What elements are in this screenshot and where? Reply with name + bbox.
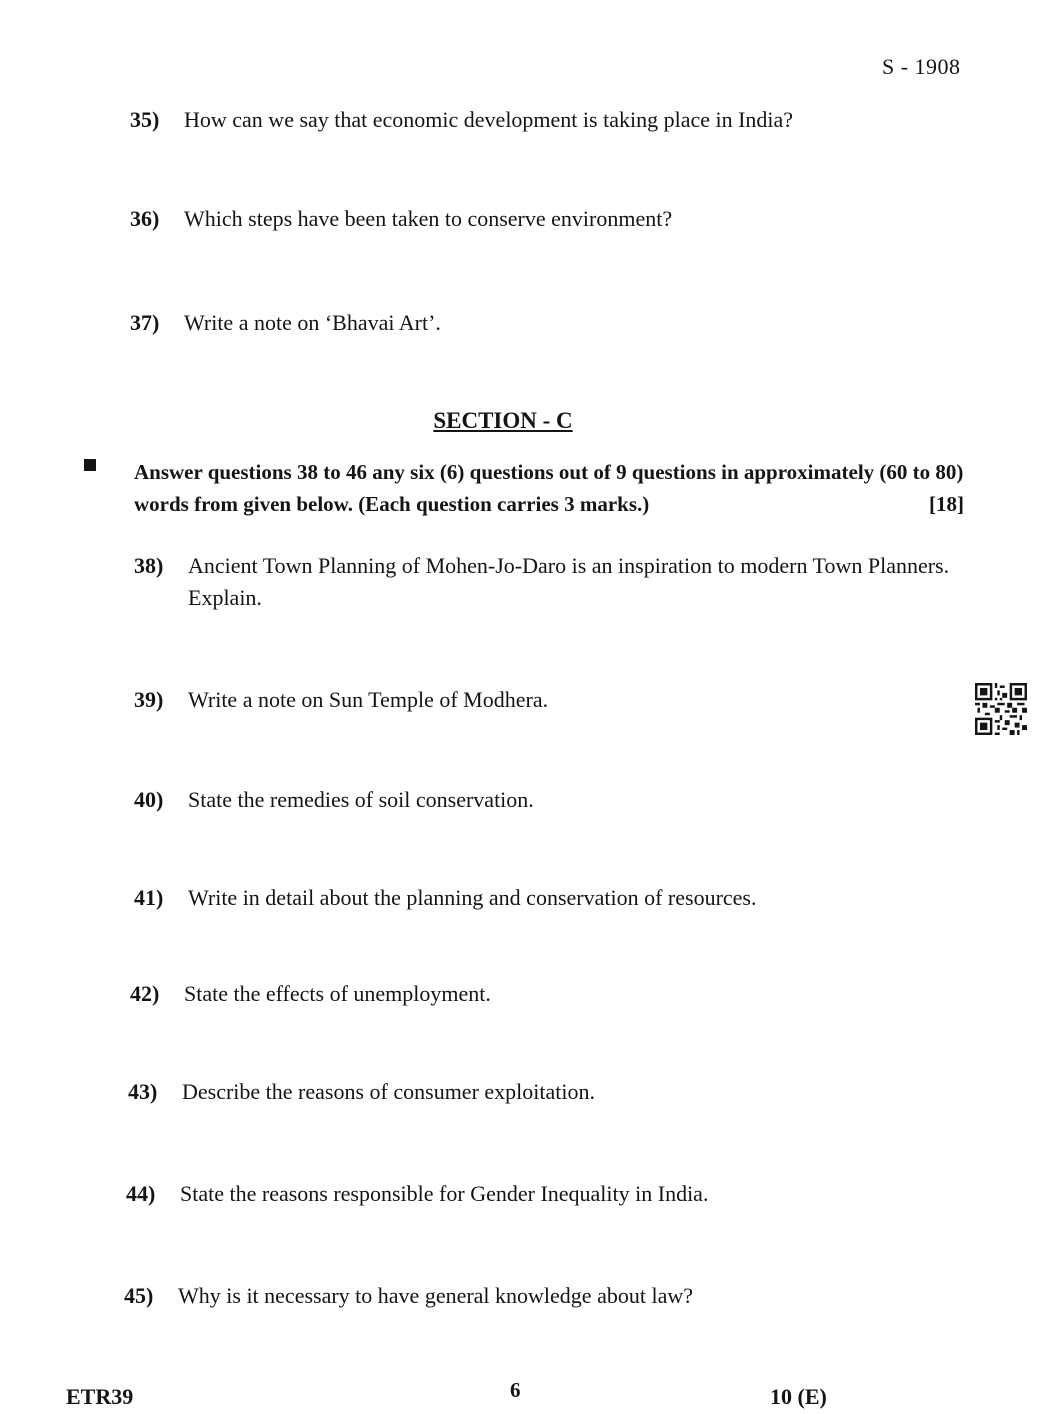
question-text: State the effects of unemployment. — [184, 981, 491, 1006]
question-text: State the reasons responsible for Gender Inequality in India. — [180, 1181, 709, 1206]
question-text: Describe the reasons of consumer exploitation. — [182, 1079, 595, 1104]
question-text: Write in detail about the planning and conservation of resources. — [188, 885, 757, 910]
bullet-square-icon — [84, 459, 96, 471]
question-39 — [134, 684, 964, 716]
question-45 — [124, 1280, 954, 1312]
qr-code — [975, 683, 1027, 735]
section-title: SECTION - C — [433, 408, 573, 433]
question-number: 37) — [130, 310, 160, 335]
question-text: Why is it necessary to have general knowledge about law? — [178, 1283, 693, 1308]
question-number: 35) — [130, 107, 160, 132]
question-36 — [130, 203, 970, 235]
question-44 — [126, 1178, 956, 1210]
question-text: Which steps have been taken to conserve environment? — [184, 206, 673, 231]
question-number: 43) — [128, 1079, 158, 1104]
question-text: State the remedies of soil conservation. — [188, 787, 534, 812]
question-37 — [130, 307, 970, 339]
question-38 — [134, 550, 964, 614]
question-35 — [130, 104, 970, 136]
footer-version: 10 (E) — [770, 1384, 827, 1409]
question-text: Write a note on Sun Temple of Modhera. — [188, 687, 549, 712]
question-text: How can we say that economic development is taking place in India? — [184, 107, 794, 132]
footer-code: ETR39 — [66, 1384, 134, 1409]
question-number: 38) — [134, 553, 164, 578]
question-number: 41) — [134, 885, 164, 910]
instruction-text: Answer questions 38 to 46 any six (6) questions out of 9 questions in approximately (60 to 80) words from given below. (Each question carries 3 marks.) — [134, 460, 964, 516]
question-text: Ancient Town Planning of Mohen-Jo-Daro is an inspiration to modern Town Planners. Explain. — [188, 553, 950, 610]
paper-code: S - 1908 — [882, 54, 961, 79]
question-text: Write a note on ‘Bhavai Art’. — [184, 310, 441, 335]
question-number: 45) — [124, 1283, 154, 1308]
question-number: 36) — [130, 206, 160, 231]
page-number: 6 — [510, 1378, 521, 1402]
section-marks: [18] — [929, 492, 964, 516]
question-43 — [128, 1076, 958, 1108]
question-number: 40) — [134, 787, 164, 812]
question-42 — [130, 978, 960, 1010]
section-instruction — [134, 456, 964, 520]
question-41 — [134, 882, 964, 914]
question-number: 39) — [134, 687, 164, 712]
question-number: 42) — [130, 981, 160, 1006]
question-40 — [134, 784, 964, 816]
question-number: 44) — [126, 1181, 156, 1206]
